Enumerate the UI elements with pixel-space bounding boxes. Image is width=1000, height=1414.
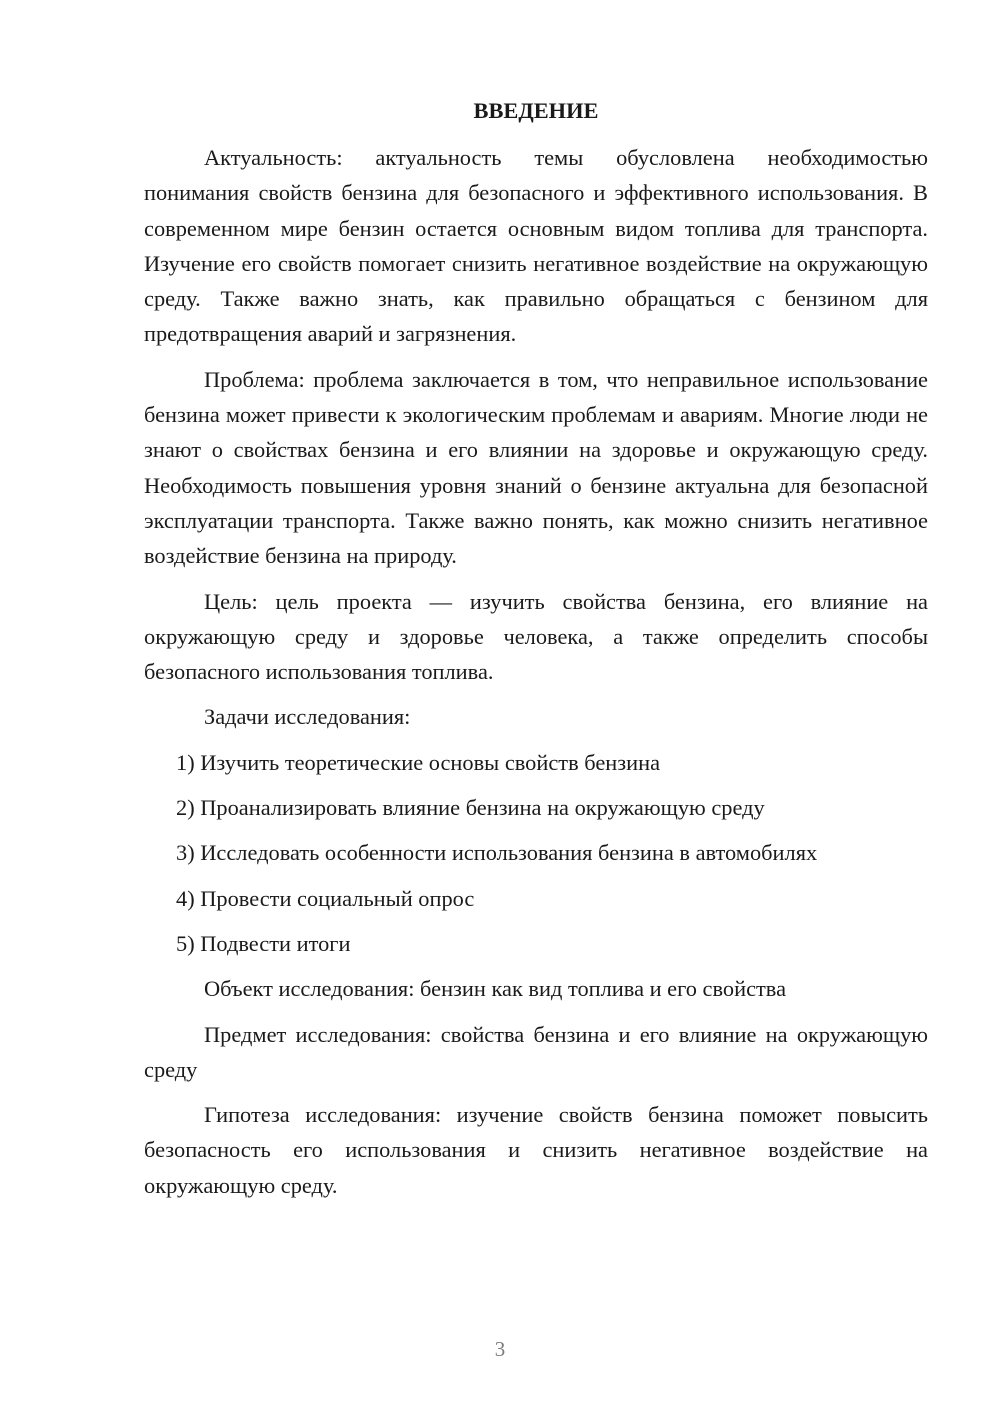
- list-item: 1) Изучить теоретические основы свойств бензина: [176, 749, 661, 775]
- paragraph-hypothesis: Гипотеза исследования: изучение свойств бензина поможет повысить безопасность его использования и снизить негативное воздействие на окружающую среду.: [144, 1102, 928, 1198]
- section-title: ВВЕДЕНИЕ: [473, 98, 599, 123]
- paragraph-subject: Предмет исследования: свойства бензина и его влияние на окружающую среду: [144, 1021, 928, 1082]
- paragraph-goal: Цель: цель проекта — изучить свойства бензина, его влияние на окружающую среду и здоровье человека, а также определить способы безопасного использования топлива.: [144, 588, 928, 685]
- list-item: 4) Провести социальный опрос: [176, 885, 475, 911]
- tasks-heading: Задачи исследования:: [204, 704, 411, 730]
- paragraph-object: Объект исследования: бензин как вид топлива и его свойства: [204, 976, 787, 1002]
- paragraph-problem: Проблема: проблема заключается в том, что неправильное использование бензина может привести к экологическим проблемам и авариям. Многие люди не знают о свойствах бензина и его влиянии на здоровье и окружающую среду. Необходимость повышения уровня знаний о бензине актуальна для безопасной эксплуатации транспорта. Также важно понять, как можно снизить негативное воздействие бензина на природу.: [144, 366, 928, 569]
- list-item: 2) Проанализировать влияние бензина на окружающую среду: [176, 795, 765, 821]
- page-number: 3: [494, 1337, 506, 1361]
- paragraph-relevance: Актуальность: актуальность темы обусловлена необходимостью понимания свойств бензина для безопасного и эффективного использования. В современном мире бензин остается основным видом топлива для транспорта. Изучение его свойств помогает снизить негативное воздействие на окружающую среду. Также важно знать, как правильно обращаться с бензином для предотвращения аварий и загрязнения.: [144, 145, 928, 347]
- list-item: 3) Исследовать особенности использования бензина в автомобилях: [176, 840, 818, 866]
- page-content: [144, 94, 928, 1213]
- list-item: 5) Подвести итоги: [176, 930, 351, 956]
- tasks-list: [144, 745, 928, 961]
